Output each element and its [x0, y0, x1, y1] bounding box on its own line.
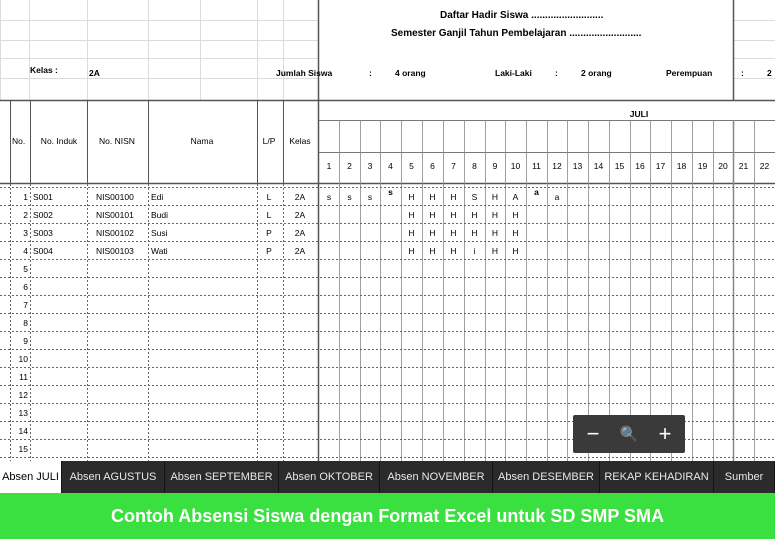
day-header: 7 [451, 161, 456, 171]
cell-no-induk[interactable]: S004 [33, 246, 53, 256]
laki-laki-label: Laki-Laki [495, 68, 532, 78]
zoom-out-button[interactable]: − [586, 421, 600, 446]
cell-attendance[interactable]: H [491, 210, 499, 220]
cell-attendance[interactable]: a [554, 192, 560, 202]
cell-nama[interactable]: Susi [151, 228, 168, 238]
sheet-tab[interactable]: Absen NOVEMBER [380, 461, 493, 493]
cell-lp[interactable]: P [266, 246, 272, 256]
sheet-tab[interactable]: Absen AGUSTUS [62, 461, 165, 493]
cell-attendance[interactable]: H [491, 246, 499, 256]
row-number: 14 [18, 426, 28, 436]
day-header: 14 [593, 161, 604, 171]
cell-attendance[interactable]: H [512, 228, 519, 238]
row-number: 9 [23, 336, 28, 346]
cell-attendance[interactable]: H [429, 192, 436, 202]
cell-attendance[interactable]: H [408, 246, 415, 256]
row-number: 7 [23, 300, 28, 310]
perempuan-value: 2 [767, 68, 772, 78]
row-number: 11 [19, 372, 28, 382]
cell-attendance[interactable]: H [429, 246, 436, 256]
day-header: 9 [492, 161, 498, 171]
cell-kelas[interactable]: 2A [294, 210, 306, 220]
cell-nama[interactable]: Wati [151, 246, 168, 256]
jumlah-colon: : [369, 68, 372, 78]
header-month: JULI [629, 109, 649, 119]
sheet-tab[interactable]: Absen OKTOBER [279, 461, 380, 493]
row-number: 5 [23, 264, 28, 274]
cell-no-nisn[interactable]: NIS00102 [96, 228, 134, 238]
sheet-tabs [0, 461, 775, 493]
jumlah-siswa-label: Jumlah Siswa [276, 68, 333, 78]
header-no-nisn: No. NISN [99, 136, 135, 146]
header-nama: Nama [190, 136, 214, 146]
row-number: 3 [23, 228, 28, 238]
row-number: 2 [23, 210, 28, 220]
header-kelas: Kelas [289, 136, 311, 146]
cell-attendance[interactable]: H [471, 228, 478, 238]
cell-attendance[interactable]: s [367, 192, 373, 202]
row-number: 8 [23, 318, 28, 328]
cell-attendance[interactable]: H [491, 192, 499, 202]
row-number: 13 [18, 408, 28, 418]
row-number: 10 [18, 354, 28, 364]
sheet-tab[interactable]: Absen JULI [0, 461, 62, 493]
day-header: 19 [697, 161, 708, 171]
jumlah-siswa-value: 4 orang [395, 68, 426, 78]
cell-attendance[interactable]: s [326, 192, 332, 202]
day-header: 20 [718, 161, 728, 171]
day-header: 13 [572, 161, 583, 171]
caption-banner [0, 493, 775, 539]
cell-lp[interactable]: P [266, 228, 272, 238]
day-header: 3 [367, 161, 373, 171]
cell-no-nisn[interactable]: NIS00101 [96, 210, 134, 220]
day-header: 4 [388, 161, 393, 171]
header-no: No. [12, 136, 26, 146]
caption-text: Contoh Absensi Siswa dengan Format Excel untuk SD SMP SMA [110, 505, 665, 526]
cell-attendance[interactable]: H [408, 210, 415, 220]
cell-attendance[interactable]: H [429, 210, 436, 220]
day-header: 17 [655, 161, 666, 171]
row-number: 12 [18, 390, 28, 400]
cell-nama[interactable]: Edi [151, 192, 164, 202]
row-number: 6 [23, 282, 28, 292]
day-header: 8 [472, 161, 477, 171]
cell-lp[interactable]: L [266, 210, 272, 220]
cell-attendance[interactable]: H [450, 210, 457, 220]
cell-attendance[interactable]: H [450, 192, 457, 202]
cell-no-nisn[interactable]: NIS00100 [96, 192, 134, 202]
zoom-in-button[interactable]: + [658, 421, 672, 446]
cell-nama[interactable]: Budi [151, 210, 169, 220]
header-lp: L/P [262, 136, 276, 146]
cell-attendance[interactable]: s [347, 192, 352, 202]
day-header: 21 [738, 161, 749, 171]
cell-no-nisn[interactable]: NIS00103 [96, 246, 134, 256]
row-number: 1 [23, 192, 28, 202]
kelas-value: 2A [89, 68, 100, 78]
cell-attendance[interactable]: s [388, 187, 393, 197]
zoom-control [573, 415, 685, 453]
day-header: 2 [347, 161, 352, 171]
cell-attendance[interactable]: H [512, 246, 519, 256]
perempuan-colon: : [741, 68, 744, 78]
day-header: 15 [614, 161, 625, 171]
header-no-induk: No. Induk [40, 136, 78, 146]
day-header: 10 [510, 161, 521, 171]
row-number: 4 [23, 246, 28, 256]
day-header: 6 [430, 161, 435, 171]
cell-attendance[interactable]: H [512, 210, 519, 220]
cell-attendance[interactable]: H [450, 246, 457, 256]
cell-lp[interactable]: L [266, 192, 272, 202]
day-header: 18 [676, 161, 687, 171]
kelas-label: Kelas : [30, 65, 58, 75]
laki-colon: : [555, 68, 558, 78]
cell-no-induk[interactable]: S001 [33, 192, 53, 202]
cell-attendance[interactable]: H [429, 228, 436, 238]
day-header: 11 [532, 161, 541, 171]
sheet-title: Daftar Hadir Siswa .......................... [440, 10, 604, 21]
perempuan-label: Perempuan [666, 68, 713, 78]
sheet-tab[interactable]: Sumber [714, 461, 775, 493]
cell-kelas[interactable]: 2A [294, 192, 306, 202]
cell-attendance[interactable]: H [471, 210, 478, 220]
row-number: 15 [18, 444, 28, 454]
sheet-tab[interactable]: Absen SEPTEMBER [165, 461, 279, 493]
zoom-reset-icon[interactable]: 🔍 [619, 426, 639, 443]
cell-no-induk[interactable]: S002 [33, 210, 53, 220]
cell-attendance[interactable]: H [450, 228, 457, 238]
cell-kelas[interactable]: 2A [294, 228, 306, 238]
day-header: 12 [552, 161, 562, 171]
cell-attendance[interactable]: H [408, 192, 415, 202]
cell-attendance[interactable]: H [491, 228, 499, 238]
cell-no-induk[interactable]: S003 [33, 228, 53, 238]
sheet-tab[interactable]: Absen DESEMBER [493, 461, 600, 493]
sheet-tab[interactable]: REKAP KEHADIRAN [600, 461, 714, 493]
cell-attendance[interactable]: a [534, 187, 539, 197]
cell-attendance[interactable]: A [512, 192, 519, 202]
day-header: 16 [635, 161, 645, 171]
day-header: 1 [326, 161, 332, 171]
cell-attendance[interactable]: S [471, 192, 478, 202]
cell-attendance[interactable]: H [408, 228, 415, 238]
sheet-subtitle: Semester Ganjil Tahun Pembelajaran .......................... [391, 28, 642, 39]
cell-kelas[interactable]: 2A [294, 246, 306, 256]
cell-attendance[interactable]: i [473, 246, 476, 256]
laki-laki-value: 2 orang [581, 68, 612, 78]
day-header: 5 [409, 161, 414, 171]
day-header: 22 [759, 161, 770, 171]
